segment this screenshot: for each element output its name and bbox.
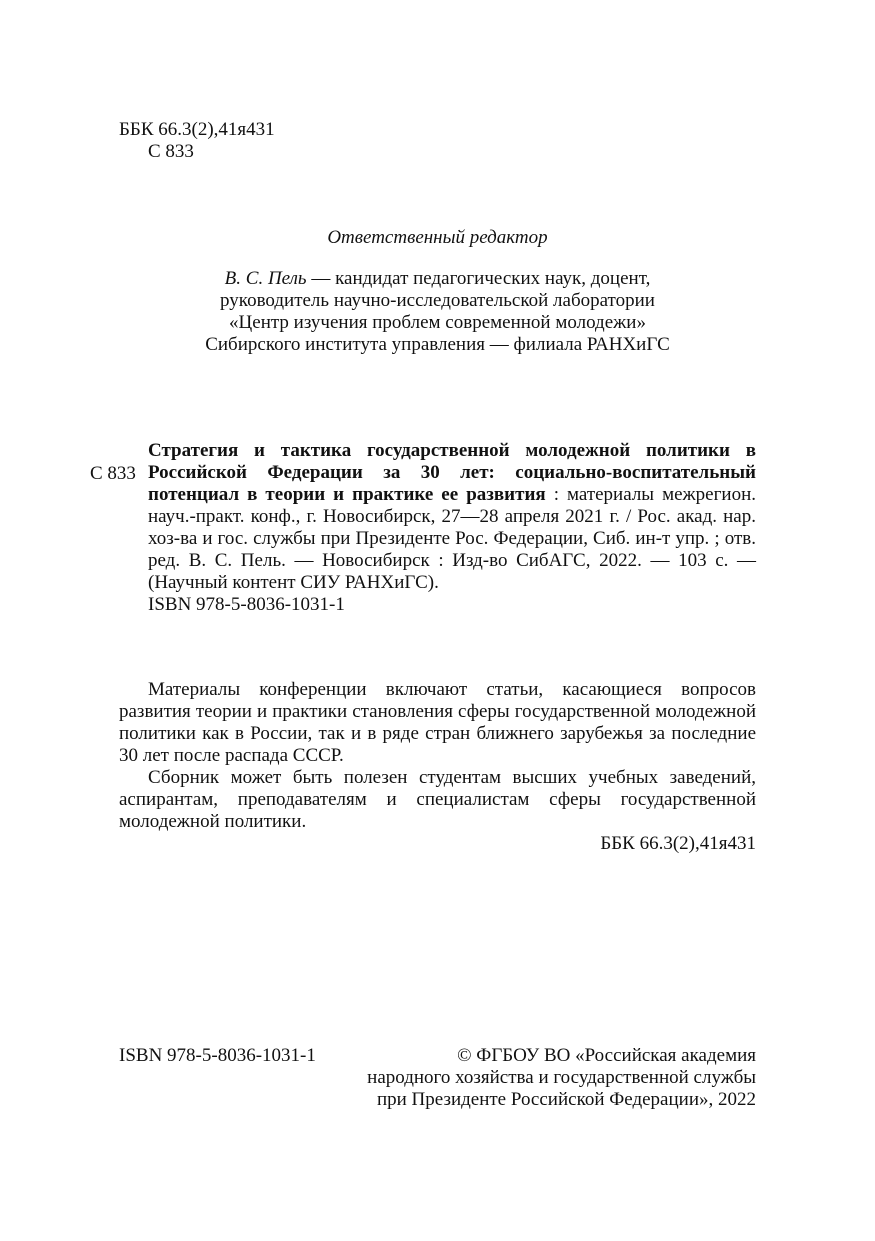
annotation-paragraph-2: Сборник может быть полезен студентам высших учебных заведений, аспирантам, преподавателям и специалистам сферы государственной молодежной политики. bbox=[119, 767, 756, 832]
editor-heading: Ответственный редактор bbox=[327, 227, 548, 248]
annotation-paragraph-1: Материалы конференции включают статьи, касающиеся вопросов развития теории и практики становления сферы государственной молодежной политики как в России, так и в ряде стран ближнего зарубежья за последние 30 лет после распада СССР. bbox=[119, 679, 756, 766]
annotation bbox=[119, 679, 756, 855]
entry-isbn: ISBN 978-5-8036-1031-1 bbox=[148, 594, 345, 615]
editor-desc-2: руководитель научно-исследовательской лаборатории bbox=[220, 290, 655, 311]
author-mark: С 833 bbox=[148, 141, 194, 162]
entry-author-mark: С 833 bbox=[90, 463, 136, 484]
editor-info bbox=[140, 268, 735, 356]
copyright-line-3: при Президенте Российской Федерации», 2022 bbox=[376, 1089, 756, 1110]
editor-desc-4: Сибирского института управления — филиала РАНХиГС bbox=[205, 334, 670, 355]
editor-name: В. С. Пель bbox=[224, 268, 307, 289]
copyright-line-2: народного хозяйства и государственной службы bbox=[367, 1067, 756, 1088]
footer-isbn: ISBN 978-5-8036-1031-1 bbox=[119, 1045, 316, 1066]
editor-line-1 bbox=[140, 268, 735, 290]
copyright-notice bbox=[367, 1045, 756, 1111]
bbk-code: ББК 66.3(2),41я431 bbox=[119, 119, 275, 140]
entry-title: Стратегия и тактика государственной молодежной политики в Российской Федерации за 30 лет: социально-воспитательный потенциал в теории и практике ее развития bbox=[148, 440, 756, 505]
annotation-bbk: ББК 66.3(2),41я431 bbox=[600, 833, 756, 854]
editor-desc-3: «Центр изучения проблем современной молодежи» bbox=[229, 312, 646, 333]
editor-desc-1: — кандидат педагогических наук, доцент, bbox=[306, 268, 651, 289]
copyright-line-1: © ФГБОУ ВО «Российская академия bbox=[457, 1045, 756, 1066]
classification-block bbox=[119, 119, 275, 163]
bibliographic-entry bbox=[148, 440, 756, 616]
entry-details: : материалы межрегион. науч.-практ. конф., г. Новосибирск, 27—28 апреля 2021 г. / Рос. акад. нар. хоз-ва и гос. службы при Президенте Рос. Федерации, Сиб. ин-т упр. ; отв. ред. В. С. Пель. — Новосибирск : Изд-во СибАГС, 2022. — 103 с. — (Научный контент СИУ РАНХиГС). bbox=[148, 484, 756, 593]
entry-description bbox=[148, 440, 756, 594]
